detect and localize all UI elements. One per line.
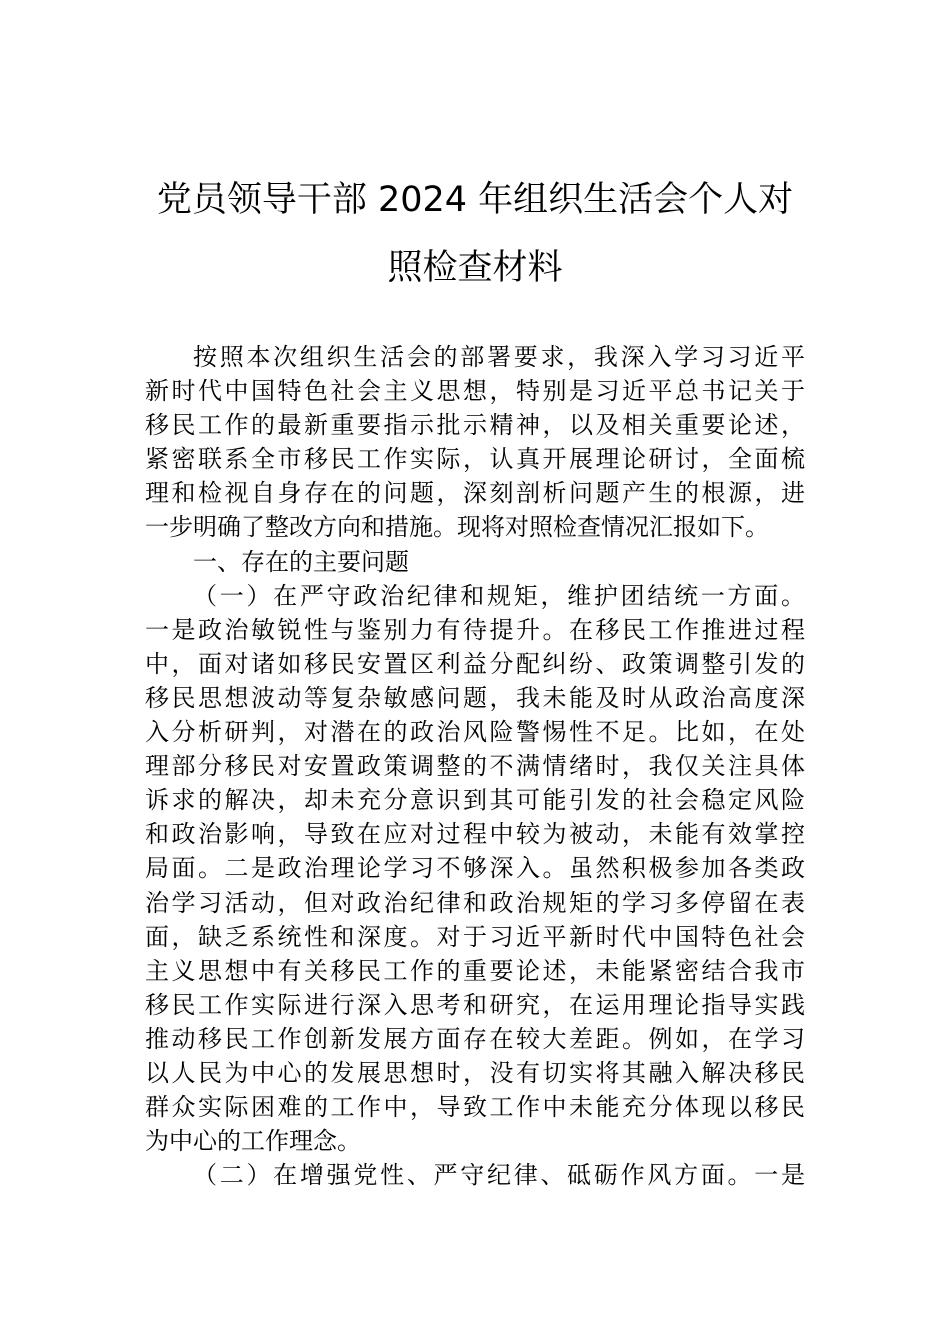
document-title-line-2: 照检查材料 bbox=[387, 248, 563, 288]
text-line: 一是政治敏锐性与鉴别力有待提升。在移民工作推进过程 bbox=[145, 615, 805, 644]
text-line: （二）在增强党性、严守纪律、砥砺作风方面。一是 bbox=[193, 1161, 805, 1190]
document-title-line-1: 党员领导干部 2024 年组织生活会个人对 bbox=[156, 180, 794, 220]
text-line: 为中心的工作理念。 bbox=[145, 1127, 361, 1156]
text-line: 诉求的解决，却未充分意识到其可能引发的社会稳定风险 bbox=[145, 786, 805, 815]
text-line: 按照本次组织生活会的部署要求，我深入学习习近平 bbox=[193, 343, 805, 371]
paragraph-subsection-2 bbox=[145, 1158, 805, 1192]
text-line: 以人民为中心的发展思想时，没有切实将其融入解决移民 bbox=[145, 1058, 805, 1087]
text-line: 移民工作的最新重要指示批示精神，以及相关重要论述， bbox=[145, 411, 805, 440]
text-line: （一）在严守政治纪律和规矩，维护团结统一方面。 bbox=[193, 581, 805, 610]
text-line: 移民思想波动等复杂敏感问题，我未能及时从政治高度深 bbox=[145, 683, 805, 712]
text-line: 群众实际困难的工作中，导致工作中未能充分体现以移民 bbox=[145, 1093, 805, 1122]
paragraph-intro bbox=[145, 340, 805, 545]
text-line: 紧密联系全市移民工作实际，认真开展理论研讨，全面梳 bbox=[145, 445, 805, 474]
document-body bbox=[145, 340, 805, 1192]
text-line: 一、存在的主要问题 bbox=[193, 547, 409, 576]
text-line: 一步明确了整改方向和措施。现将对照检查情况汇报如下。 bbox=[145, 513, 769, 542]
paragraph-subsection-1 bbox=[145, 579, 805, 1159]
text-line: 理部分移民对安置政策调整的不满情绪时，我仅关注具体 bbox=[145, 752, 805, 781]
text-line: 面，缺乏系统性和深度。对于习近平新时代中国特色社会 bbox=[145, 922, 805, 951]
text-line: 推动移民工作创新发展方面存在较大差距。例如，在学习 bbox=[145, 1024, 805, 1053]
text-line: 治学习活动，但对政治纪律和政治规矩的学习多停留在表 bbox=[145, 888, 805, 917]
text-line: 入分析研判，对潜在的政治风险警惕性不足。比如，在处 bbox=[145, 718, 805, 747]
text-line: 主义思想中有关移民工作的重要论述，未能紧密结合我市 bbox=[145, 956, 805, 985]
text-line: 移民工作实际进行深入思考和研究，在运用理论指导实践 bbox=[145, 990, 805, 1019]
text-line: 中，面对诸如移民安置区利益分配纠纷、政策调整引发的 bbox=[145, 649, 805, 678]
text-line: 新时代中国特色社会主义思想，特别是习近平总书记关于 bbox=[145, 377, 805, 406]
section-heading bbox=[145, 545, 805, 579]
text-line: 和政治影响，导致在应对过程中较为被动，未能有效掌控 bbox=[145, 820, 805, 849]
text-line: 局面。二是政治理论学习不够深入。虽然积极参加各类政 bbox=[145, 854, 805, 883]
text-line: 理和检视自身存在的问题，深刻剖析问题产生的根源，进 bbox=[145, 479, 805, 508]
